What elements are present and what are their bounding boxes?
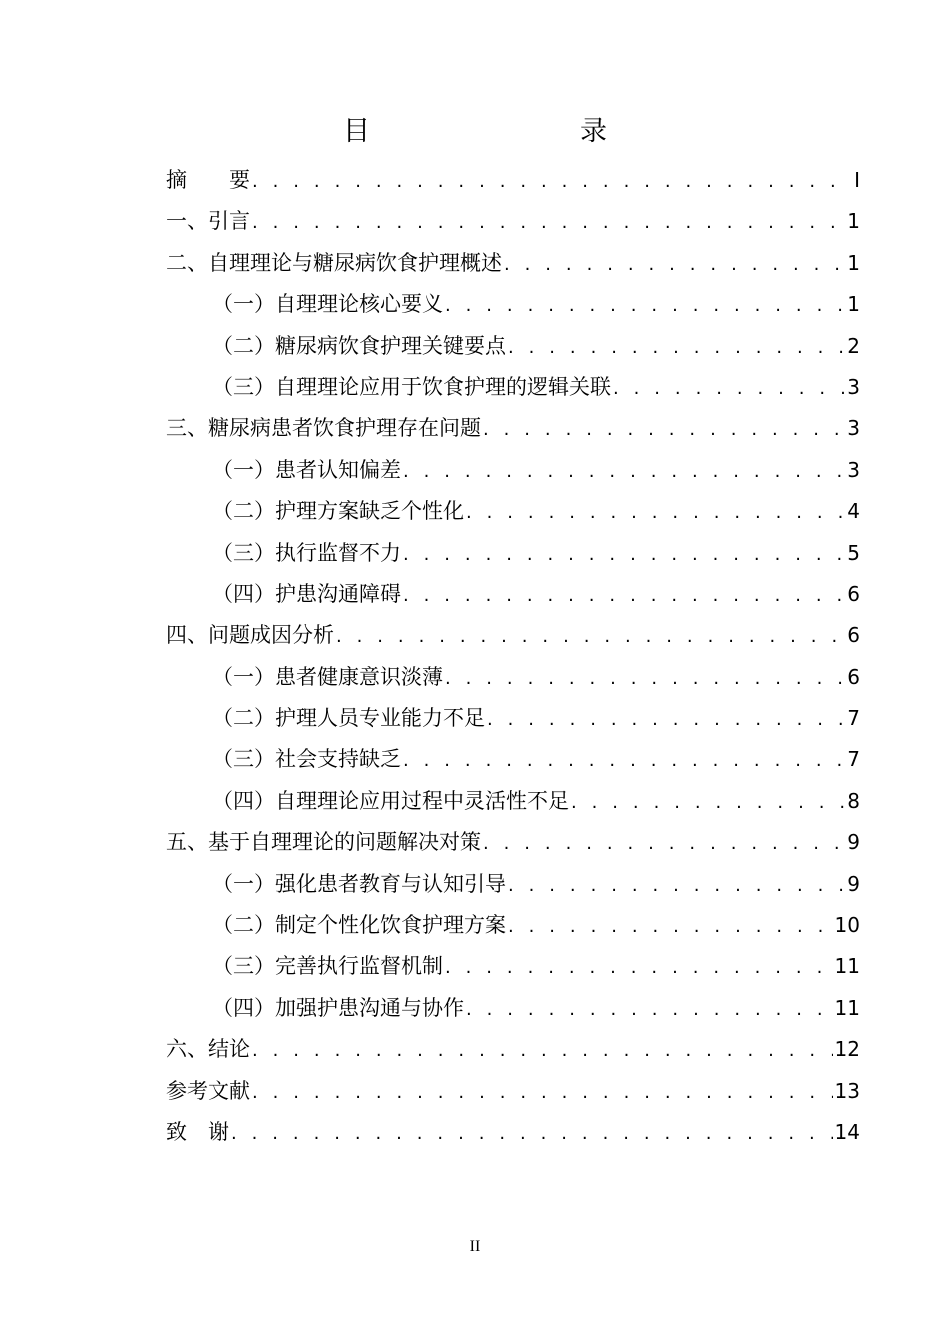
toc-entry[interactable] [166,905,860,946]
toc-title: 目 录 [343,116,659,147]
toc-dot-leader [252,1030,833,1071]
toc-entry-label: 参考文献 [166,1078,250,1103]
toc-entry-label: 二、自理理论与糖尿病饮食护理概述 [166,250,502,275]
toc-entry-page: 9 [847,871,860,896]
toc-entry-label: （一）强化患者教育与认知引导 [212,871,506,896]
toc-entry-page: 12 [834,1037,860,1062]
toc-entry[interactable] [166,491,860,532]
toc-entry-label: 摘 要 [166,168,250,192]
toc-dot-leader [445,658,845,699]
toc-entry-page: 8 [847,788,860,813]
toc-entry[interactable] [166,864,860,905]
toc-entry-label: 五、基于自理理论的问题解决对策 [166,830,481,855]
toc-entry[interactable] [166,615,860,656]
toc-dot-leader [403,575,845,616]
toc-entry-page: 2 [847,333,860,358]
toc-entry-page: 1 [847,209,860,234]
toc-entry-label: （四）护患沟通障碍 [212,581,401,606]
toc-entry[interactable] [166,1071,860,1112]
toc-entry-page: 5 [847,540,860,565]
toc-dot-leader [613,368,845,409]
toc-dot-leader [508,327,845,368]
toc-entry-label: （三）执行监督不力 [212,540,401,565]
toc-entry[interactable] [166,533,860,574]
toc-entry-page: 7 [847,747,860,772]
toc-dot-leader [403,740,845,781]
toc-dot-leader [571,782,845,823]
toc-entry-label: （四）自理理论应用过程中灵活性不足 [212,788,569,813]
toc-entry-label: 六、结论 [166,1037,250,1062]
toc-entry-page: 3 [847,374,860,399]
toc-entry-label: （一）患者认知偏差 [212,457,401,482]
toc-entry-label: 四、问题成因分析 [166,623,334,648]
toc-dot-leader [504,244,845,285]
toc-entry-label: （三）完善执行监督机制 [212,954,443,979]
toc-entry-page: 10 [834,913,860,938]
toc-dot-leader [508,906,833,947]
toc-entry[interactable] [166,201,860,242]
toc-entry[interactable] [166,698,860,739]
toc-entry[interactable] [166,657,860,698]
toc-entry[interactable] [166,243,860,284]
toc-entry-page: 1 [847,292,860,317]
toc-entry-label: （四）加强护患沟通与协作 [212,995,464,1020]
toc-entry[interactable] [166,326,860,367]
toc-entry[interactable] [166,988,860,1029]
toc-dot-leader [252,1072,833,1113]
toc-entry-page: 9 [847,830,860,855]
toc-dot-leader [252,202,845,243]
toc-entry-label: （三）社会支持缺乏 [212,747,401,772]
toc-entry-label: （三）自理理论应用于饮食护理的逻辑关联 [212,374,611,399]
toc-dot-leader [336,616,845,657]
toc-entry-page: 6 [847,581,860,606]
toc-dot-leader [483,409,845,450]
toc-entry[interactable] [166,160,860,201]
toc-entry[interactable] [166,781,860,822]
toc-entry-page: 11 [834,954,860,979]
toc-entry-page: 13 [834,1078,860,1103]
toc-entry-page: 4 [847,499,860,524]
toc-entry-label: 致 谢 [166,1119,229,1144]
toc-dot-leader [403,451,845,492]
toc-entry[interactable] [166,946,860,987]
toc-dot-leader [445,947,833,988]
page-number: II [469,1238,481,1255]
toc-entry[interactable] [166,574,860,615]
toc-entry[interactable] [166,450,860,491]
toc-entry[interactable] [166,822,860,863]
toc-entry-page: 3 [847,457,860,482]
toc-entry[interactable] [166,284,860,325]
toc-dot-leader [231,1113,833,1154]
toc-entry-page: I [854,168,860,192]
toc-entry-page: 7 [847,706,860,731]
toc-entry-label: （二）制定个性化饮食护理方案 [212,913,506,938]
toc-dot-leader [445,285,845,326]
toc-entry-page: 6 [847,623,860,648]
toc-entry-label: 一、引言 [166,209,250,234]
toc-entry-label: 三、糖尿病患者饮食护理存在问题 [166,416,481,441]
toc-entry-page: 1 [847,250,860,275]
toc-entry-label: （一）自理理论核心要义 [212,292,443,317]
table-of-contents [166,160,860,1153]
toc-entry-page: 14 [834,1119,860,1144]
toc-entry-label: （二）护理人员专业能力不足 [212,706,485,731]
toc-dot-leader [487,699,845,740]
toc-entry[interactable] [166,739,860,780]
toc-dot-leader [466,492,845,533]
toc-entry[interactable] [166,408,860,449]
toc-entry[interactable] [166,1029,860,1070]
toc-entry-page: 11 [834,995,860,1020]
toc-dot-leader [403,534,845,575]
toc-entry-label: （二）护理方案缺乏个性化 [212,499,464,524]
toc-entry[interactable] [166,1112,860,1153]
toc-dot-leader [252,161,852,202]
toc-entry-label: （二）糖尿病饮食护理关键要点 [212,333,506,358]
toc-dot-leader [483,823,845,864]
toc-entry-page: 6 [847,664,860,689]
toc-entry-label: （一）患者健康意识淡薄 [212,664,443,689]
toc-entry[interactable] [166,367,860,408]
toc-dot-leader [508,865,845,906]
toc-entry-page: 3 [847,416,860,441]
toc-dot-leader [466,989,833,1030]
